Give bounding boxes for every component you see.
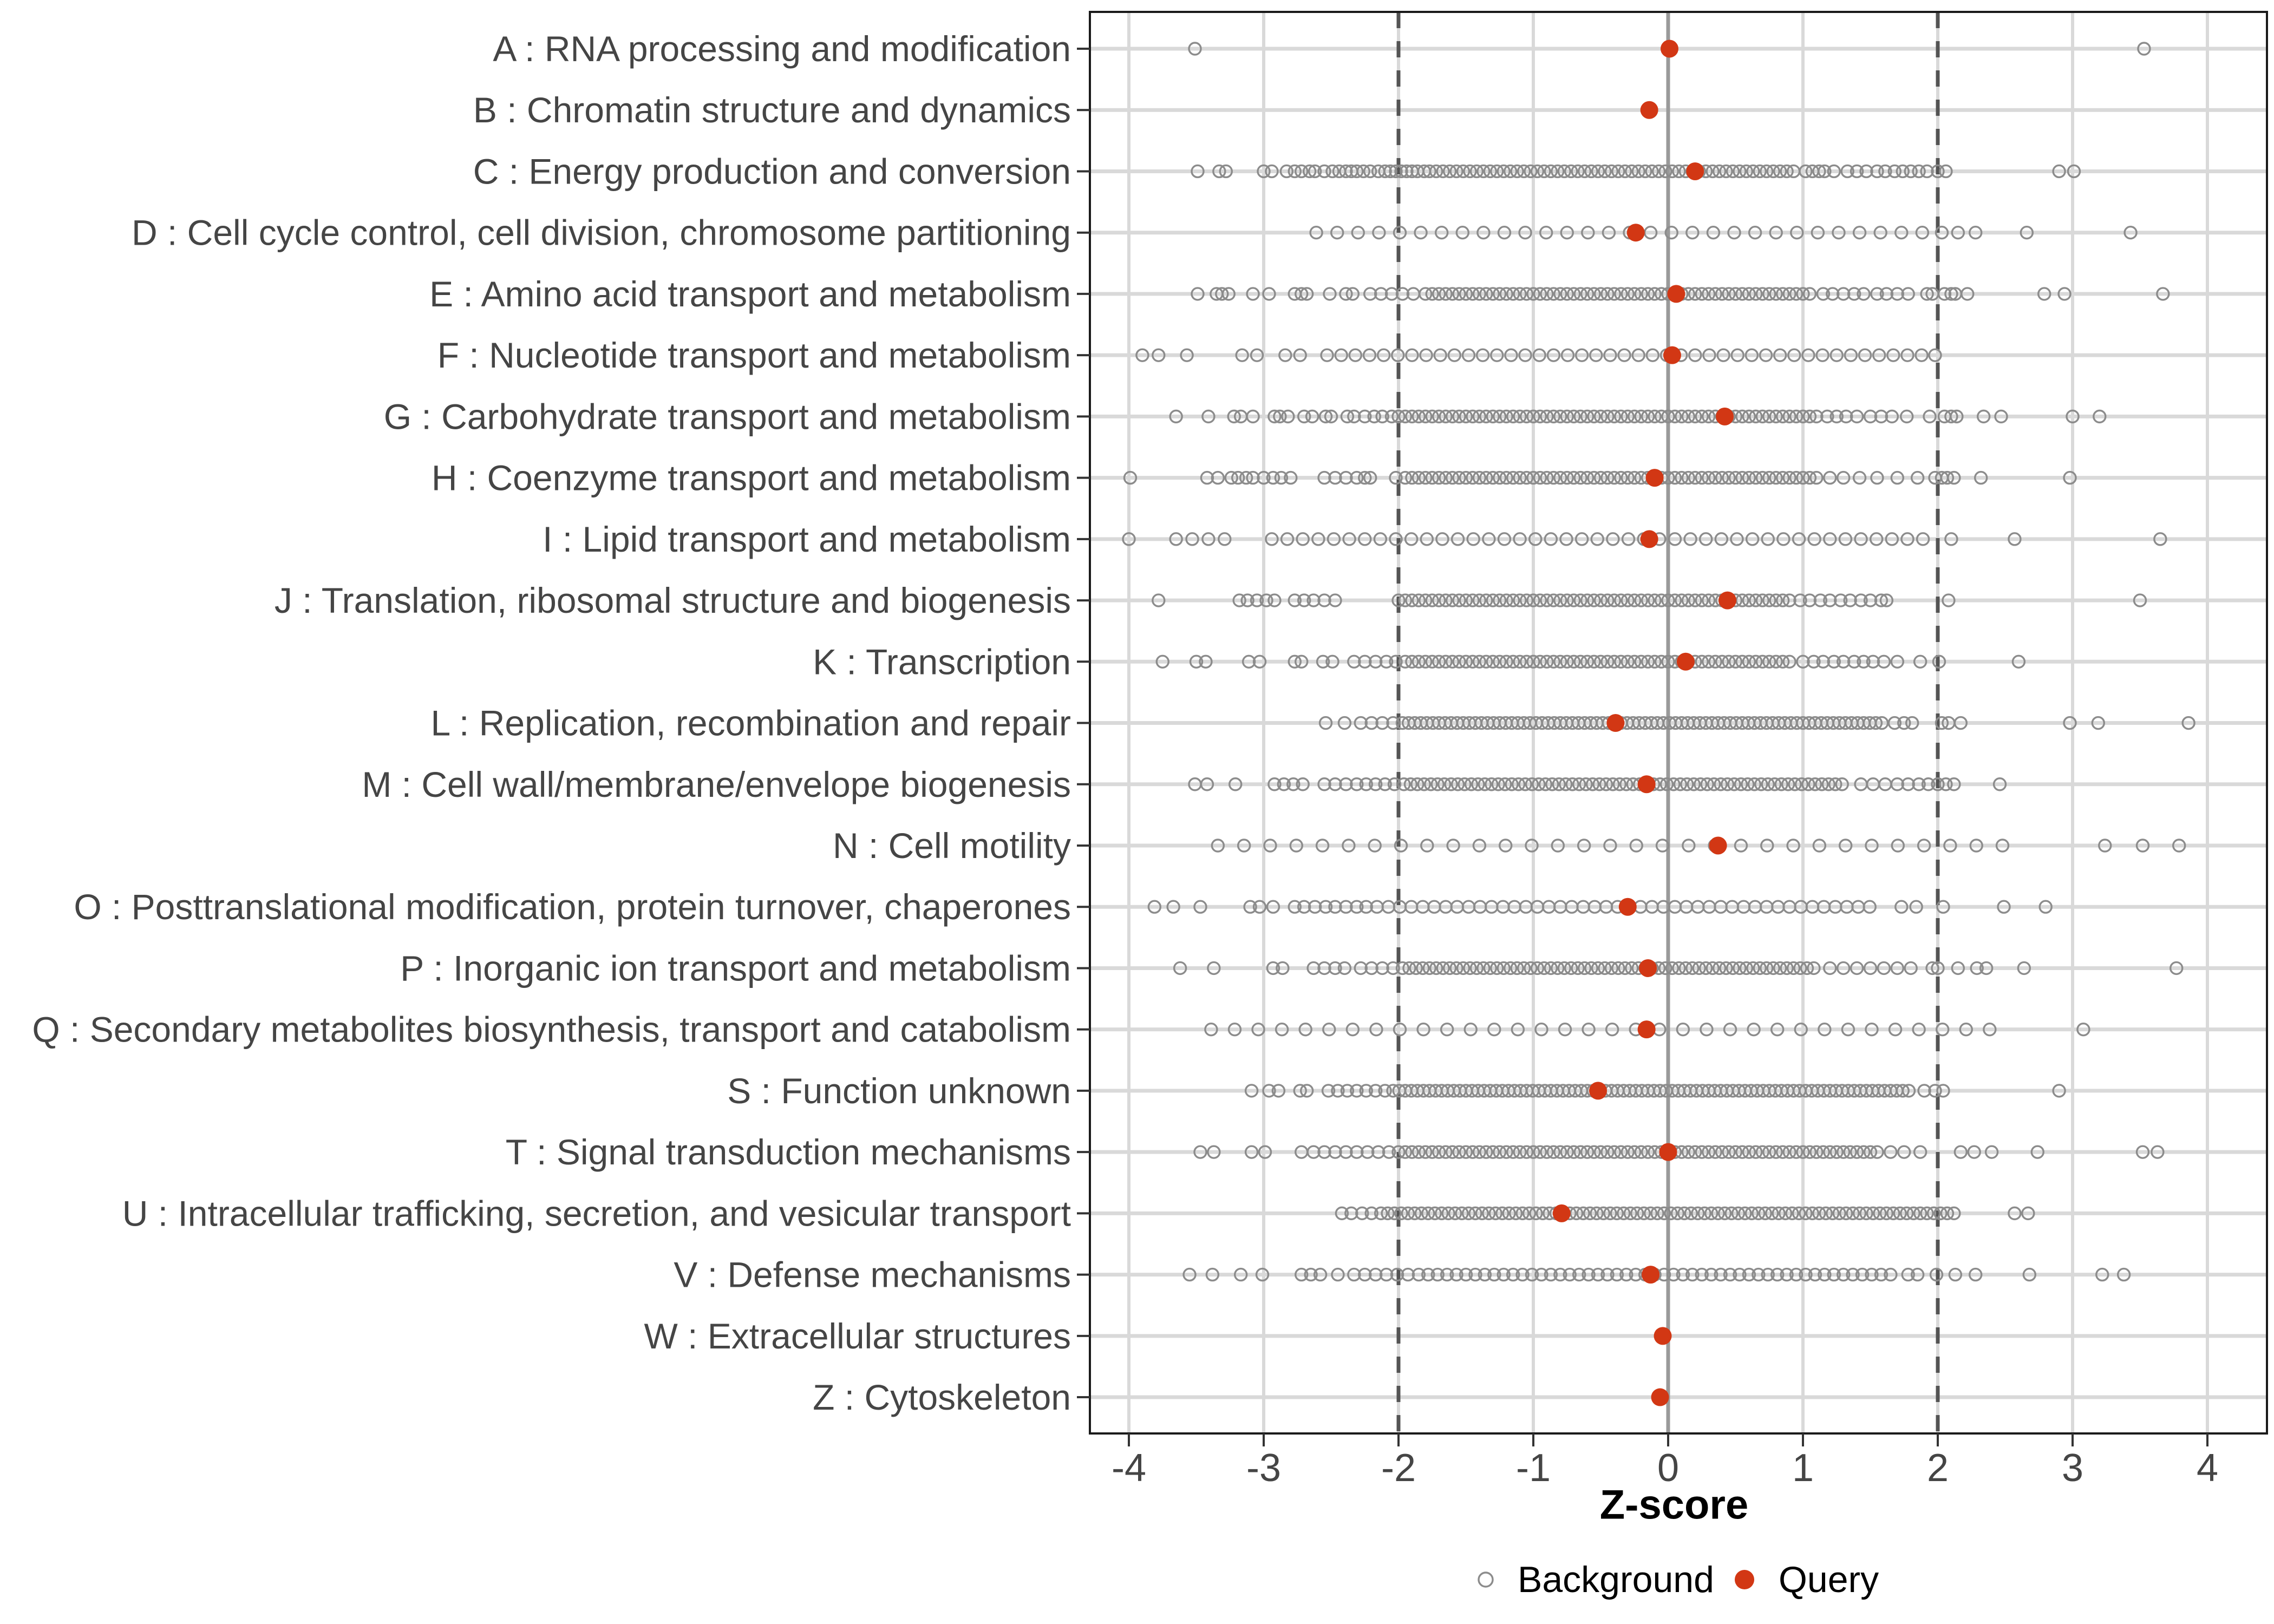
query-point-H [1646,469,1664,487]
y-label-P: P : Inorganic ion transport and metabolism [400,948,1071,988]
query-point-W [1654,1327,1672,1345]
y-label-C: C : Energy production and conversion [473,151,1071,192]
y-label-Q: Q : Secondary metabolites biosynthesis, transport and catabolism [32,1009,1071,1050]
x-tick-label-1: 1 [1792,1446,1814,1490]
x-tick-label-4: 4 [2196,1446,2219,1490]
y-label-S: S : Function unknown [727,1070,1071,1111]
legend-query-swatch-icon [1735,1570,1754,1589]
query-point-N [1709,836,1727,854]
x-tick-label-3: 3 [2061,1446,2084,1490]
x-tick-label--3: -3 [1246,1446,1282,1490]
y-label-L: L : Replication, recombination and repair [430,703,1071,743]
y-label-J: J : Translation, ribosomal structure and biogenesis [274,580,1071,621]
y-label-A: A : RNA processing and modification [493,29,1071,69]
y-label-F: F : Nucleotide transport and metabolism [437,335,1071,376]
x-axis-title: Z-score [1599,1482,1749,1528]
y-label-B: B : Chromatin structure and dynamics [473,90,1071,130]
query-point-B [1641,101,1658,119]
query-point-F [1663,346,1681,364]
y-label-Z: Z : Cytoskeleton [813,1377,1071,1418]
query-point-M [1638,775,1656,793]
query-point-E [1667,285,1685,303]
query-point-A [1661,40,1678,58]
y-label-N: N : Cell motility [832,825,1071,866]
query-point-Z [1651,1389,1669,1406]
query-point-O [1619,898,1637,916]
y-label-D: D : Cell cycle control, cell division, chromosome partitioning [131,212,1071,253]
query-point-P [1639,959,1657,977]
query-point-J [1718,592,1736,610]
query-point-Q [1638,1020,1656,1038]
y-label-G: G : Carbohydrate transport and metabolism [383,396,1071,437]
query-point-C [1686,162,1704,180]
query-point-D [1627,224,1645,241]
query-point-L [1606,714,1624,732]
query-point-G [1716,408,1734,425]
y-label-H: H : Coenzyme transport and metabolism [431,457,1071,498]
legend-background-label: Background [1518,1559,1714,1600]
query-point-T [1659,1143,1677,1161]
query-point-I [1641,530,1658,548]
query-point-S [1589,1082,1607,1099]
y-label-T: T : Signal transduction mechanisms [505,1132,1071,1173]
query-point-U [1553,1204,1571,1222]
y-label-V: V : Defense mechanisms [674,1254,1071,1295]
query-point-K [1677,653,1695,671]
y-label-U: U : Intracellular trafficking, secretion, and vesicular transport [122,1193,1071,1234]
y-label-E: E : Amino acid transport and metabolism [429,273,1071,314]
y-label-M: M : Cell wall/membrane/envelope biogenesis [362,764,1071,804]
x-tick-label--4: -4 [1111,1446,1147,1490]
query-point-V [1642,1266,1659,1284]
x-tick-label--2: -2 [1381,1446,1416,1490]
legend-query-label: Query [1779,1559,1879,1600]
y-label-W: W : Extracellular structures [644,1315,1071,1356]
legend-background-swatch-icon [1479,1573,1493,1587]
y-label-I: I : Lipid transport and metabolism [543,519,1071,559]
x-tick-label--1: -1 [1515,1446,1551,1490]
x-tick-label-0: 0 [1657,1446,1680,1490]
y-label-K: K : Transcription [813,641,1071,682]
y-label-O: O : Posttranslational modification, protein turnover, chaperones [74,887,1071,927]
x-tick-label-2: 2 [1926,1446,1949,1490]
